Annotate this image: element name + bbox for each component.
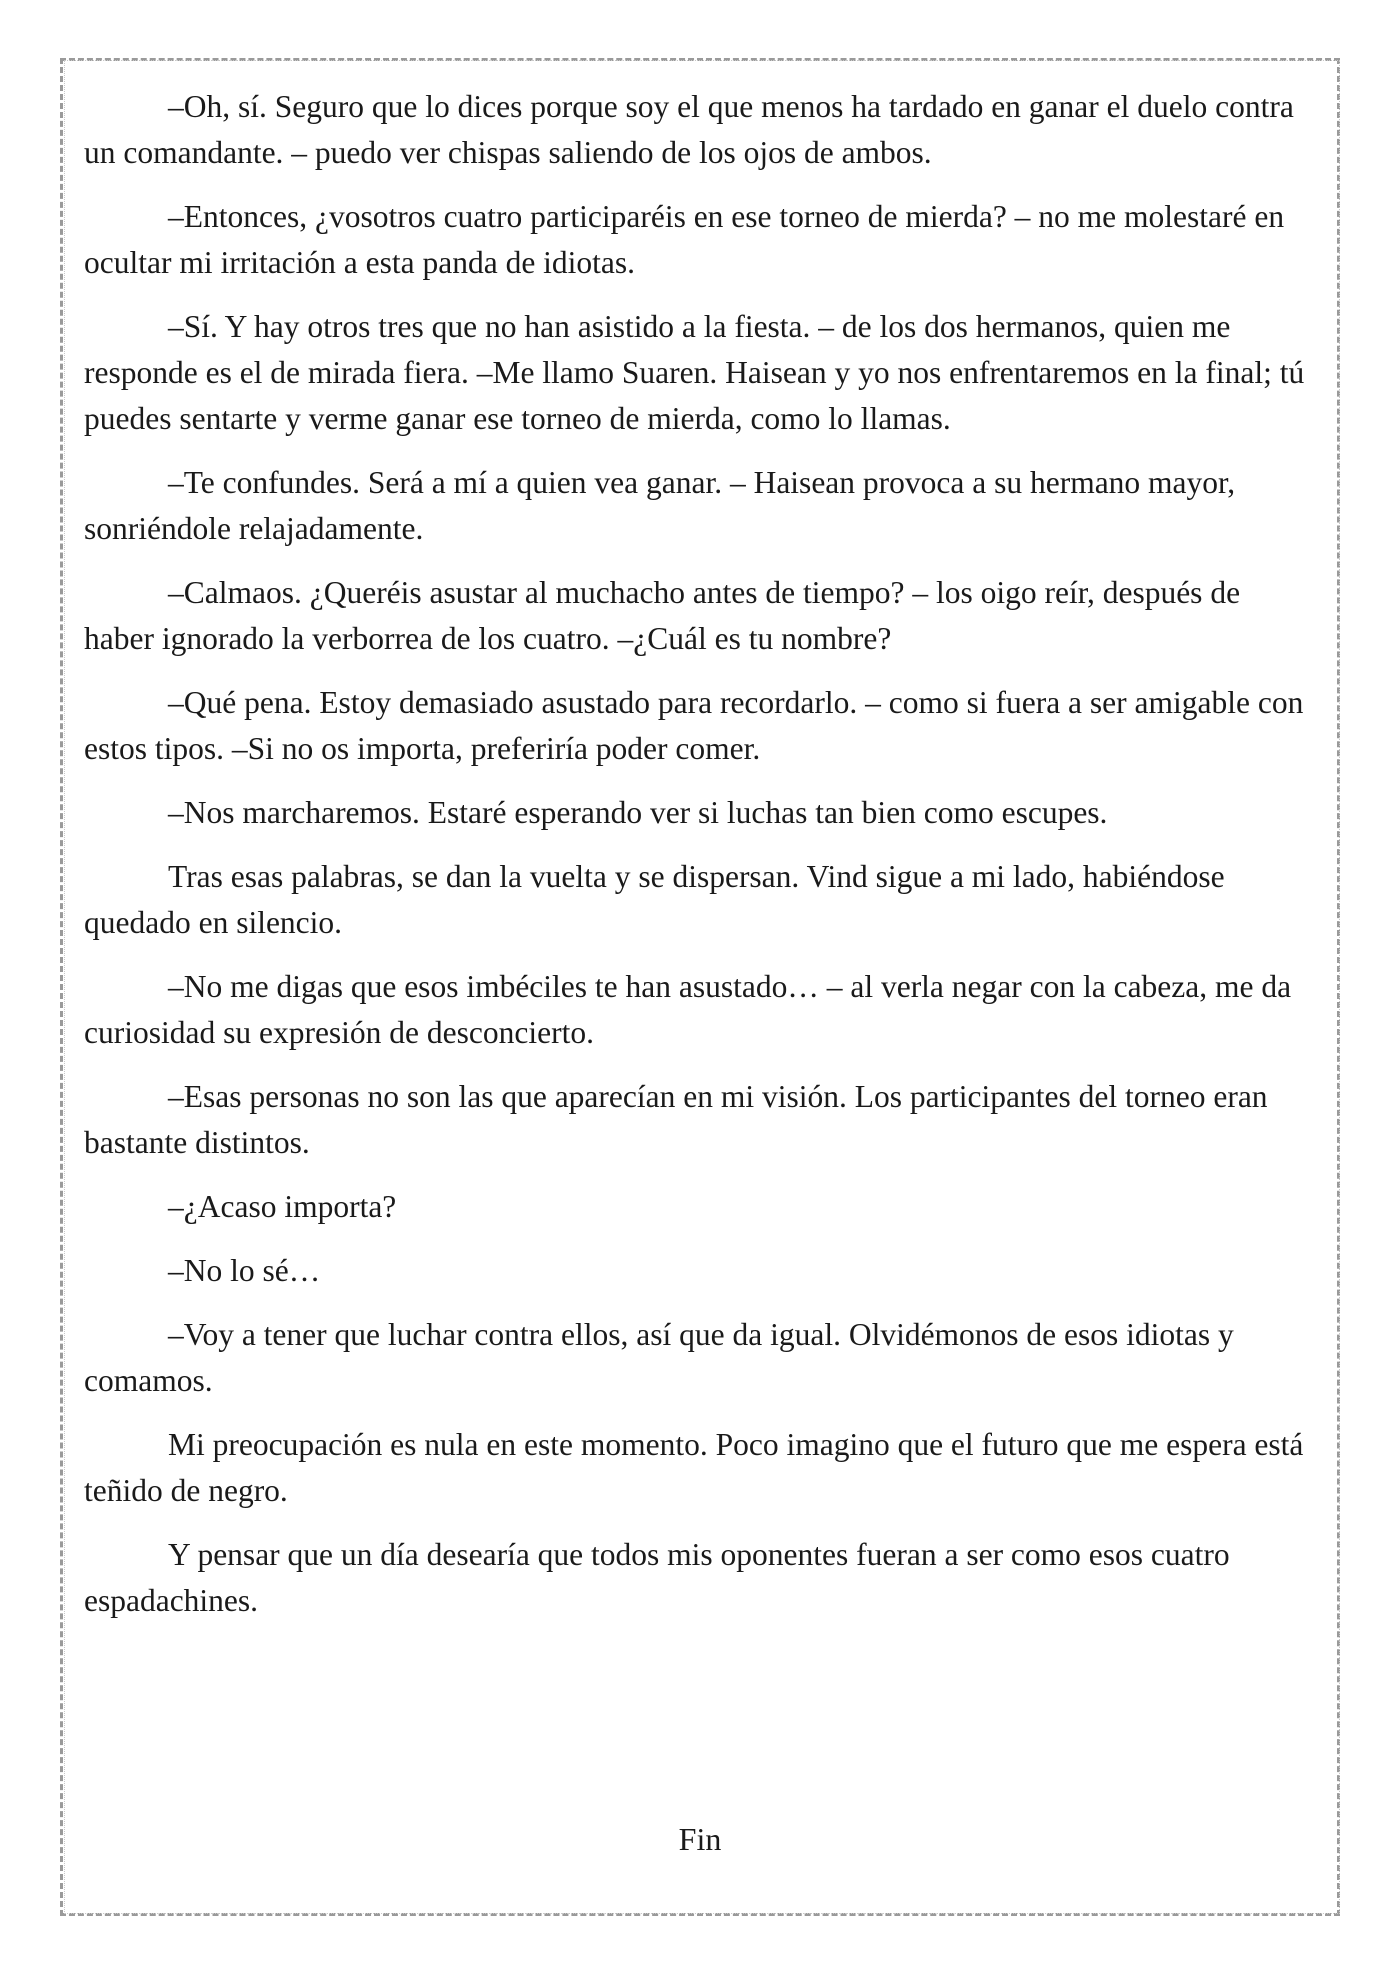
story-text bbox=[84, 84, 1316, 1642]
paragraph: –¿Acaso importa? bbox=[168, 1189, 397, 1224]
paragraph: –Oh, sí. Seguro que lo dices porque soy el que menos ha tardado en ganar el duelo contra un comandante. – puedo ver chispas saliendo de los ojos de ambos. bbox=[84, 89, 1294, 170]
paragraph: –Esas personas no son las que aparecían en mi visión. Los participantes del torneo eran bastante distintos. bbox=[84, 1079, 1268, 1160]
paragraph: –Voy a tener que luchar contra ellos, así que da igual. Olvidémonos de esos idiotas y comamos. bbox=[84, 1317, 1234, 1398]
paragraph: –Qué pena. Estoy demasiado asustado para recordarlo. – como si fuera a ser amigable con estos tipos. –Si no os importa, preferiría poder comer. bbox=[84, 685, 1304, 766]
paragraph: –Calmaos. ¿Queréis asustar al muchacho antes de tiempo? – los oigo reír, después de haber ignorado la verborrea de los cuatro. –¿Cuál es tu nombre? bbox=[84, 575, 1241, 656]
paragraph: –No me digas que esos imbéciles te han asustado… – al verla negar con la cabeza, me da curiosidad su expresión de desconcierto. bbox=[84, 969, 1292, 1050]
end-label: Fin bbox=[678, 1821, 722, 1857]
paragraph: Y pensar que un día desearía que todos mis oponentes fueran a ser como esos cuatro espadachines. bbox=[84, 1537, 1230, 1618]
paragraph: –Nos marcharemos. Estaré esperando ver si luchas tan bien como escupes. bbox=[168, 795, 1108, 830]
paragraph: –Entonces, ¿vosotros cuatro participaréis en ese torneo de mierda? – no me molestaré en ocultar mi irritación a esta panda de idiotas. bbox=[84, 199, 1285, 280]
paragraph: –No lo sé… bbox=[168, 1253, 321, 1288]
paragraph: Tras esas palabras, se dan la vuelta y se dispersan. Vind sigue a mi lado, habiéndose quedado en silencio. bbox=[84, 859, 1225, 940]
paragraph: Mi preocupación es nula en este momento. Poco imagino que el futuro que me espera está teñido de negro. bbox=[84, 1427, 1304, 1508]
paragraph: –Te confundes. Será a mí a quien vea ganar. – Haisean provoca a su hermano mayor, sonriéndole relajadamente. bbox=[84, 465, 1236, 546]
paragraph: –Sí. Y hay otros tres que no han asistido a la fiesta. – de los dos hermanos, quien me responde es el de mirada fiera. –Me llamo Suaren. Haisean y yo nos enfrentaremos en la final; tú puedes sentarte y verme ganar ese torneo de mierda, como lo llamas. bbox=[84, 309, 1305, 436]
